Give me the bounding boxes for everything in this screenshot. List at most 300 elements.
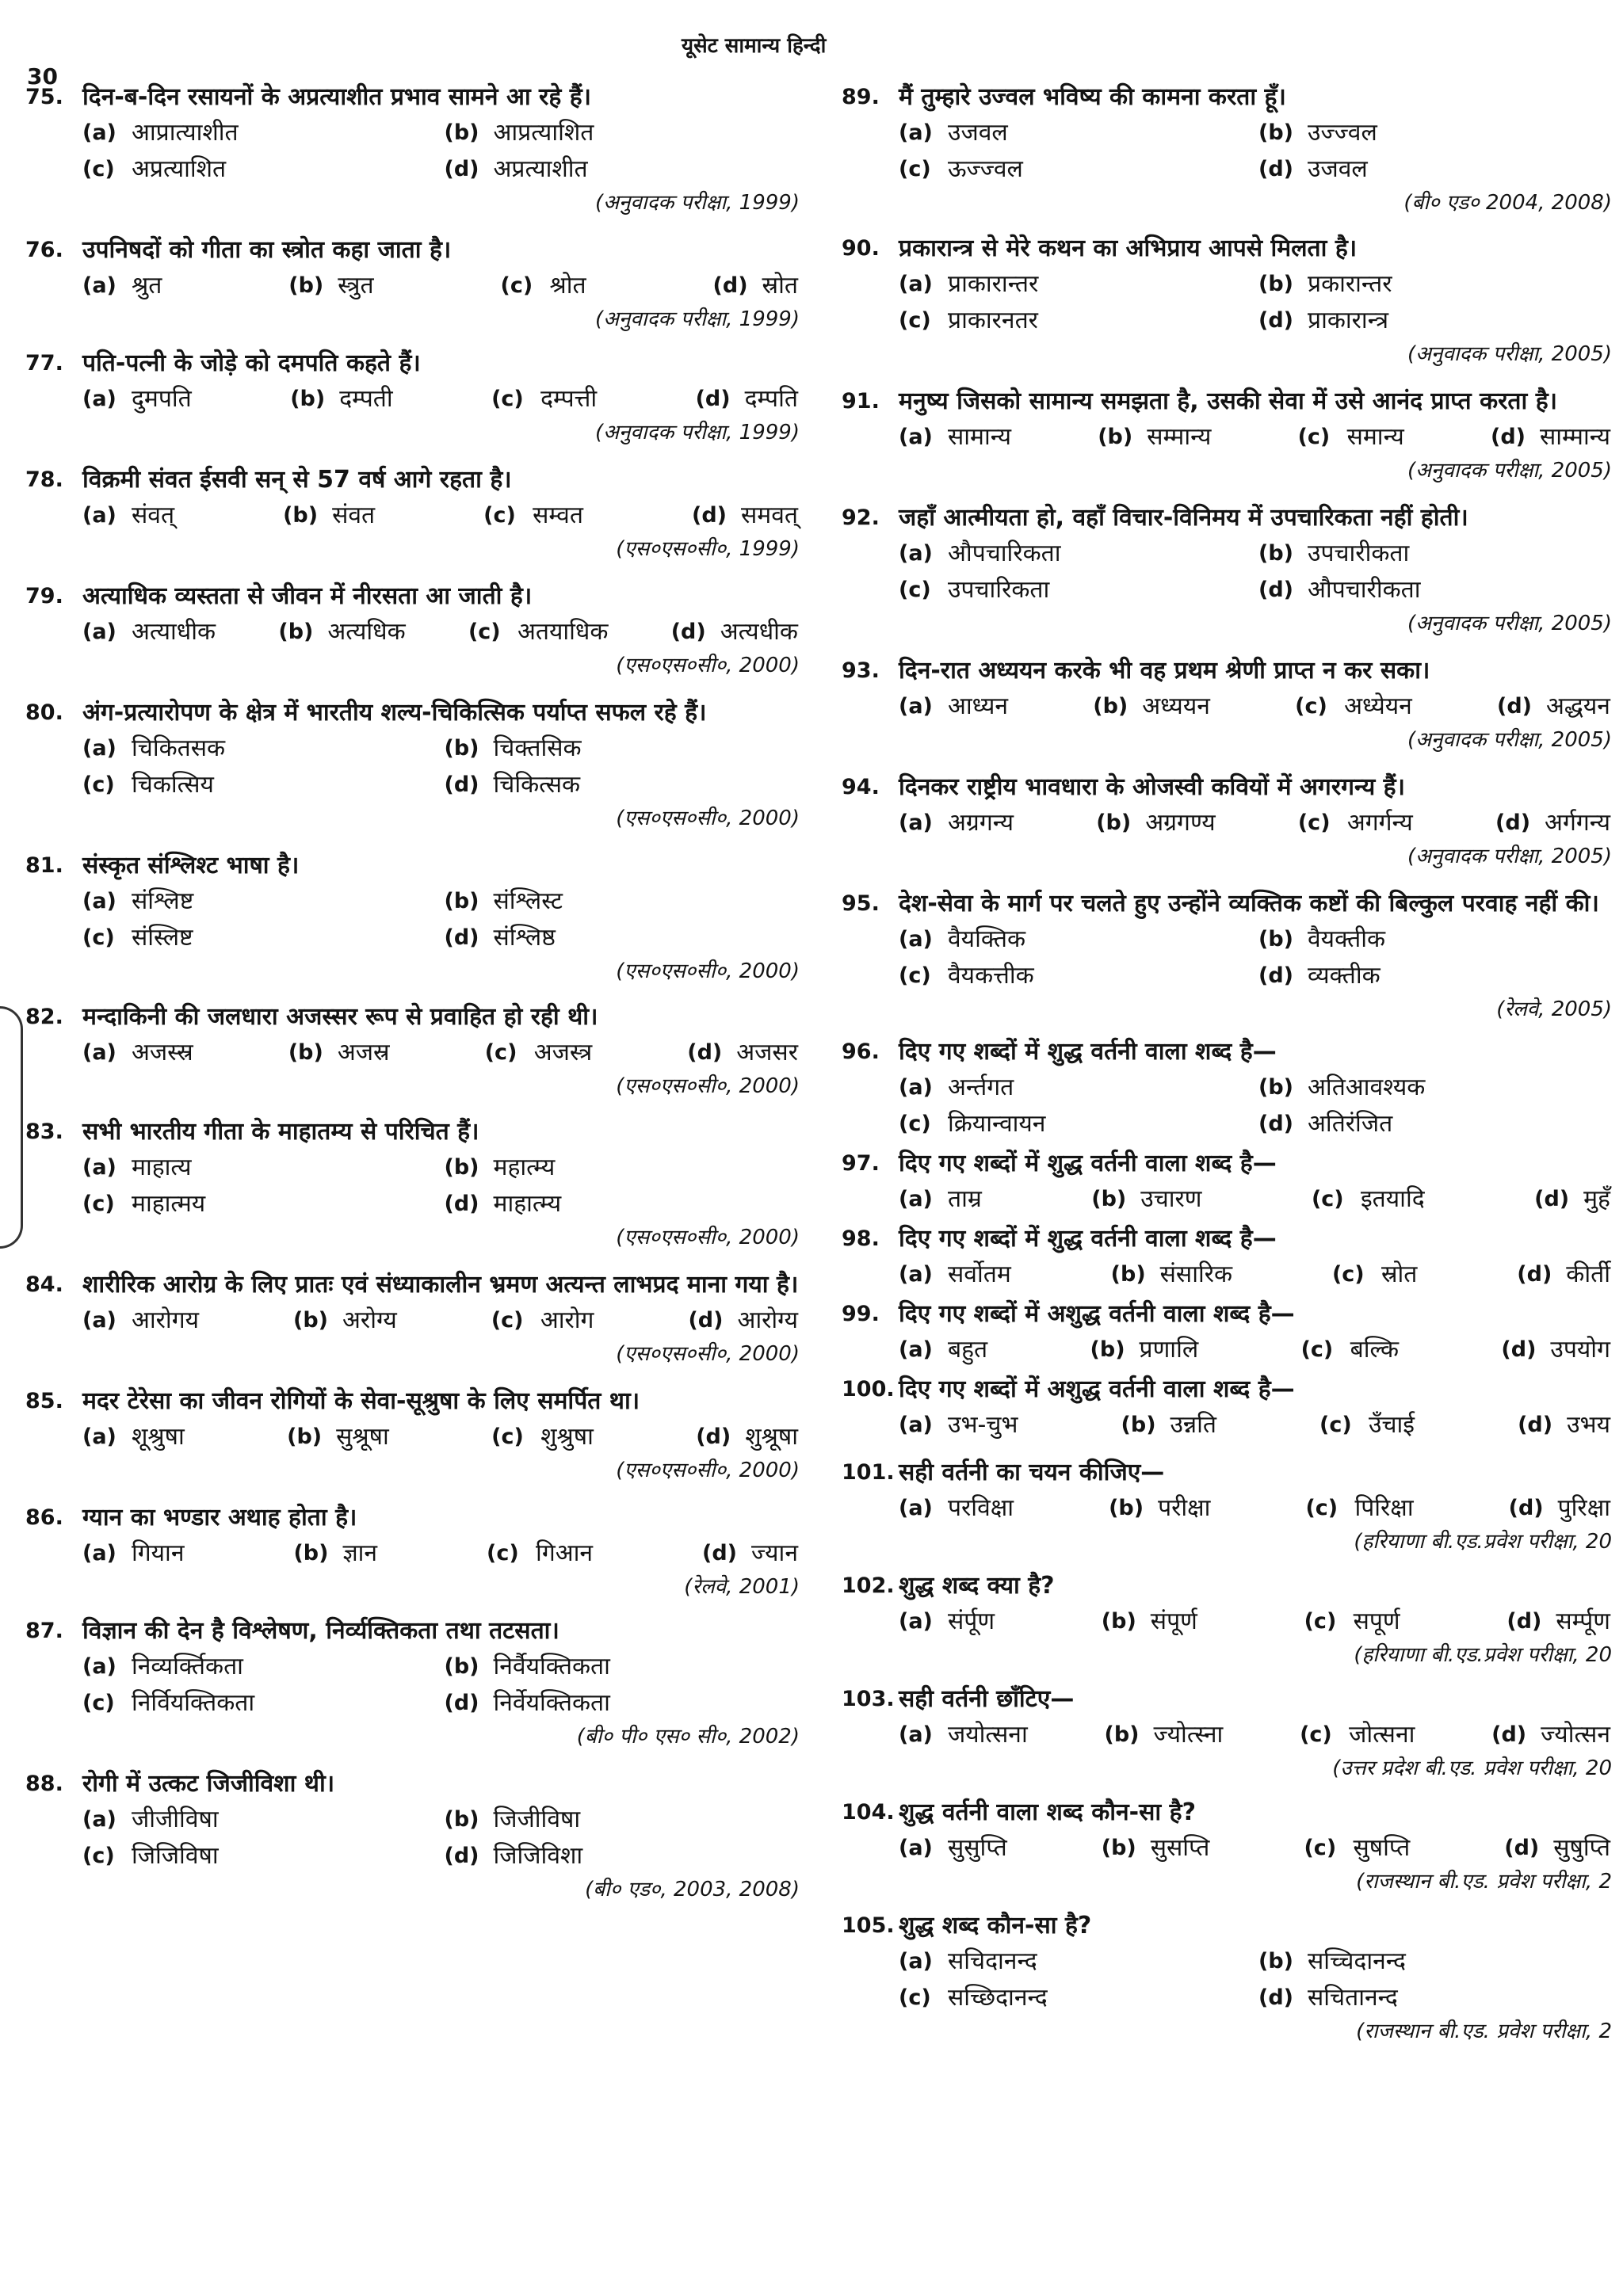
options-grid xyxy=(899,1717,1618,1753)
question-item xyxy=(842,1908,1618,2046)
options-grid xyxy=(82,1535,806,1572)
question-number: 82. xyxy=(25,1005,63,1029)
answer-option xyxy=(1258,1070,1618,1106)
option-text: औपचारीकता xyxy=(1308,576,1421,604)
options-grid xyxy=(82,498,806,534)
option-text: सम्वत xyxy=(533,502,583,529)
options-grid xyxy=(899,921,1618,994)
option-letter: (b) xyxy=(1258,927,1294,952)
option-letter: (c) xyxy=(483,503,516,528)
option-letter: (a) xyxy=(82,1155,116,1180)
question-item xyxy=(842,1794,1618,1897)
option-letter: (d) xyxy=(444,1192,479,1216)
option-text: सुषुप्ति xyxy=(1553,1834,1610,1862)
option-text: सचितानन्द xyxy=(1308,1984,1398,2012)
question-text: दिन-रात अध्ययन करके भी वह प्रथम श्रेणी प्राप्त न कर सका। xyxy=(899,657,1430,685)
option-text: प्रकारान्तर xyxy=(1308,270,1392,298)
option-letter: (a) xyxy=(899,1075,933,1100)
question-text: सही वर्तनी छाँटिए— xyxy=(899,1685,1075,1713)
answer-option xyxy=(1304,1604,1400,1640)
option-text: सुषप्ति xyxy=(1353,1834,1411,1862)
option-text: साम्मान्य xyxy=(1540,423,1610,451)
exam-source: (अनुवादक परीक्षा, 2005) xyxy=(1407,459,1612,482)
question-number: 98. xyxy=(842,1226,880,1251)
question-number: 88. xyxy=(25,1772,63,1796)
options-grid xyxy=(899,805,1618,841)
option-letter: (b) xyxy=(1093,694,1128,719)
answer-option xyxy=(899,1106,1258,1142)
option-letter: (d) xyxy=(712,273,748,298)
answer-option xyxy=(1258,921,1618,958)
option-letter: (b) xyxy=(1258,272,1294,296)
option-letter: (b) xyxy=(293,1541,329,1566)
option-letter: (c) xyxy=(1311,1187,1344,1211)
answer-option xyxy=(283,498,375,534)
option-text: वैयक्तीक xyxy=(1308,925,1386,953)
option-text: अरोग्य xyxy=(342,1306,397,1334)
question-line xyxy=(842,1146,1618,1181)
option-letter: (c) xyxy=(82,925,115,950)
question-item xyxy=(25,695,806,833)
option-text: औपचारिकता xyxy=(948,540,1061,567)
option-text: जोत्सना xyxy=(1349,1721,1415,1749)
question-line xyxy=(842,1568,1618,1604)
question-item xyxy=(842,383,1618,486)
option-text: उभय xyxy=(1567,1411,1610,1439)
option-letter: (a) xyxy=(82,273,116,298)
answer-option xyxy=(1258,536,1618,572)
answer-option xyxy=(713,268,798,304)
exam-source: (रेलवे, 2005) xyxy=(1496,997,1612,1021)
option-text: स्रोत xyxy=(762,272,798,299)
option-text: अजसर xyxy=(736,1039,798,1066)
question-number: 80. xyxy=(25,700,63,725)
answer-option xyxy=(1093,688,1210,725)
option-letter: (d) xyxy=(444,1844,479,1868)
option-letter: (a) xyxy=(899,1949,933,1974)
options-grid xyxy=(899,1407,1618,1444)
answer-option xyxy=(468,614,608,650)
option-text: सर्वोतम xyxy=(948,1261,1011,1288)
answer-option xyxy=(82,1802,445,1838)
option-text: अत्याधीक xyxy=(132,618,216,646)
option-text: अर्न्तगत xyxy=(948,1074,1014,1101)
option-text: सचिदानन्द xyxy=(948,1947,1037,1975)
exam-source: (अनुवादक परीक्षा, 2005) xyxy=(1407,728,1612,752)
answer-option xyxy=(1301,1332,1399,1368)
option-text: उजवल xyxy=(1308,155,1368,183)
page-number: 30 xyxy=(27,63,58,90)
question-text: दिनकर राष्ट्रीय भावधारा के ओजस्वी कवियों में अगरगन्य हैं। xyxy=(899,773,1405,801)
option-text: आरोगय xyxy=(132,1306,199,1334)
option-letter: (b) xyxy=(288,1040,323,1065)
option-letter: (c) xyxy=(1319,1413,1352,1437)
option-text: उन्नति xyxy=(1170,1411,1216,1439)
option-letter: (b) xyxy=(444,1807,479,1832)
answer-option xyxy=(899,151,1258,188)
option-letter: (c) xyxy=(491,1425,524,1449)
answer-option xyxy=(899,1181,982,1218)
option-letter: (b) xyxy=(287,1425,323,1449)
option-text: संश्लिस्ट xyxy=(493,887,563,915)
question-number: 91. xyxy=(842,389,880,414)
option-text: शुश्रूषा xyxy=(745,1423,798,1451)
option-letter: (c) xyxy=(899,1112,931,1136)
question-line xyxy=(842,79,1618,115)
option-text: उचारण xyxy=(1140,1185,1202,1213)
answer-option xyxy=(899,958,1258,994)
answer-option xyxy=(1258,1106,1618,1142)
answer-option xyxy=(1109,1490,1210,1527)
option-text: क्रियान्वायन xyxy=(948,1110,1046,1138)
option-text: सच्छिदानन्द xyxy=(948,1984,1048,2012)
options-grid xyxy=(82,268,806,304)
option-letter: (c) xyxy=(82,1691,115,1715)
option-text: संश्लिष्ट xyxy=(132,887,194,915)
question-line xyxy=(25,1114,806,1150)
question-line xyxy=(842,886,1618,921)
option-text: सुसुप्ति xyxy=(948,1834,1007,1862)
option-letter: (c) xyxy=(1304,1609,1337,1634)
option-text: आप्रत्याशित xyxy=(493,119,594,147)
exam-source: (एस०एस०सी०, 2000) xyxy=(616,1074,800,1098)
option-text: जिजिविशा xyxy=(493,1842,583,1870)
exam-source: (अनुवादक परीक्षा, 1999) xyxy=(594,191,800,215)
option-text: प्रणालि xyxy=(1139,1336,1199,1363)
option-text: शूश्रुषा xyxy=(132,1423,185,1451)
option-text: आरोग xyxy=(540,1306,594,1334)
question-item xyxy=(842,769,1618,871)
options-grid xyxy=(899,419,1618,456)
option-letter: (d) xyxy=(695,387,731,411)
option-letter: (b) xyxy=(1258,120,1294,145)
exam-source: (एस०एस०सी०, 2000) xyxy=(616,1459,800,1482)
answer-option xyxy=(696,1419,798,1455)
option-letter: (a) xyxy=(82,503,116,528)
question-number: 86. xyxy=(25,1505,63,1530)
option-text: माहात्य xyxy=(132,1154,192,1181)
options-grid xyxy=(899,115,1618,188)
option-letter: (c) xyxy=(1300,1337,1334,1362)
question-text: देश-सेवा के मार्ग पर चलते हुए उन्होंने व्यक्तिक कष्टों की बिल्कुल परवाह नहीं की। xyxy=(899,890,1599,917)
option-text: उपचारीकता xyxy=(1308,540,1410,567)
answer-option xyxy=(1258,1943,1618,1980)
answer-option xyxy=(899,419,1011,456)
options-grid xyxy=(899,1181,1618,1218)
question-item xyxy=(25,79,806,218)
answer-option xyxy=(1258,115,1618,151)
option-text: निर्वेयक्तिकता xyxy=(493,1689,610,1717)
answer-option xyxy=(445,920,807,956)
question-number: 105. xyxy=(842,1913,895,1938)
option-text: अगर्गन्य xyxy=(1346,809,1413,837)
option-text: श्रुत xyxy=(132,272,162,299)
option-text: निर्वैयक्तिकता xyxy=(493,1653,610,1680)
answer-option xyxy=(1102,1830,1210,1867)
question-line xyxy=(842,231,1618,266)
option-letter: (c) xyxy=(82,1192,115,1216)
option-letter: (c) xyxy=(899,963,931,988)
answer-option xyxy=(899,1717,1028,1753)
question-item xyxy=(842,500,1618,639)
question-text: विज्ञान की देन है विश्लेषण, निर्व्यक्तिकता तथा तटसता। xyxy=(82,1617,559,1645)
option-text: प्राकारान्त्र xyxy=(1308,307,1388,334)
option-letter: (b) xyxy=(1258,541,1294,566)
option-text: आध्यन xyxy=(948,692,1008,720)
answer-option xyxy=(445,883,807,920)
option-letter: (d) xyxy=(701,1541,737,1566)
answer-option xyxy=(899,536,1258,572)
exam-source: (अनुवादक परीक्षा, 1999) xyxy=(594,421,800,444)
exam-source: (एस०एस०सी०, 2000) xyxy=(616,959,800,983)
answer-option xyxy=(1102,1604,1197,1640)
exam-source: (अनुवादक परीक्षा, 2005) xyxy=(1407,612,1612,635)
option-letter: (b) xyxy=(278,620,314,644)
option-letter: (a) xyxy=(82,1040,116,1065)
option-text: गियान xyxy=(132,1539,185,1567)
exam-source: (बी० एड० 2004, 2008) xyxy=(1403,191,1612,215)
option-letter: (d) xyxy=(688,1308,724,1333)
option-letter: (b) xyxy=(444,1155,479,1180)
question-text: शुद्ध शब्द कौन-सा है? xyxy=(899,1912,1092,1939)
option-text: पुरिक्षा xyxy=(1557,1494,1610,1522)
option-letter: (d) xyxy=(1258,1985,1294,2010)
answer-option xyxy=(288,268,373,304)
option-text: अद्धयन xyxy=(1546,692,1610,720)
question-line xyxy=(842,1455,1618,1490)
option-text: संर्पूण xyxy=(948,1608,995,1635)
option-text: प्राकारान्तर xyxy=(948,270,1039,298)
option-text: माहात्मय xyxy=(132,1190,206,1218)
option-text: उँचाई xyxy=(1369,1411,1415,1439)
answer-option xyxy=(899,1490,1014,1527)
question-text: शारीरिक आरोग्र के लिए प्रातः एवं संध्याकालीन भ्रमण अत्यन्त लाभप्रद माना गया है। xyxy=(82,1271,799,1299)
answer-option xyxy=(82,115,445,151)
question-line xyxy=(842,1034,1618,1070)
question-line xyxy=(842,653,1618,688)
answer-option xyxy=(483,498,583,534)
question-text: जहाँ आत्मीयता हो, वहाँ विचार-विनिमय में उपचारिकता नहीं होती। xyxy=(899,504,1468,532)
option-letter: (a) xyxy=(899,927,933,952)
question-item xyxy=(25,1114,806,1253)
option-letter: (c) xyxy=(899,1985,931,2010)
answer-option xyxy=(82,1186,445,1222)
question-number: 94. xyxy=(842,775,880,799)
option-letter: (b) xyxy=(1101,1836,1136,1860)
question-item xyxy=(25,1766,806,1905)
option-text: श्रोत xyxy=(549,272,586,299)
answer-option xyxy=(445,767,807,803)
option-text: अत्यधीक xyxy=(720,618,798,646)
question-text: दिए गए शब्दों में शुद्ध वर्तनी वाला शब्द है— xyxy=(899,1225,1277,1253)
question-text: अत्याधिक व्यस्तता से जीवन में नीरसता आ जाती है। xyxy=(82,582,533,610)
option-letter: (d) xyxy=(1497,694,1533,719)
answer-option xyxy=(1534,1181,1610,1218)
options-grid xyxy=(82,381,806,418)
option-letter: (b) xyxy=(288,273,324,298)
option-letter: (b) xyxy=(283,503,319,528)
exam-source: (बी० एड०, 2003, 2008) xyxy=(585,1878,800,1901)
question-line xyxy=(25,1383,806,1419)
option-letter: (a) xyxy=(899,541,933,566)
option-text: प्राकारनतर xyxy=(948,307,1038,334)
option-letter: (a) xyxy=(82,120,116,145)
question-item xyxy=(842,1146,1618,1218)
options-grid xyxy=(82,730,806,803)
question-text: मदर टेरेसा का जीवन रोगियों के सेवा-सूश्रुषा के लिए समर्पित था। xyxy=(82,1387,640,1415)
answer-option xyxy=(899,572,1258,608)
question-item xyxy=(842,231,1618,369)
option-letter: (c) xyxy=(82,1844,115,1868)
option-letter: (d) xyxy=(1534,1187,1570,1211)
answer-option xyxy=(288,1035,390,1071)
option-letter: (a) xyxy=(82,1541,116,1566)
option-text: सम्मान्य xyxy=(1147,423,1212,451)
answer-option xyxy=(1495,805,1610,841)
option-text: संवत xyxy=(332,502,376,529)
answer-option xyxy=(1111,1257,1232,1293)
option-text: शुश्रुषा xyxy=(540,1423,594,1451)
answer-option xyxy=(899,688,1008,725)
answer-option xyxy=(1096,805,1215,841)
question-number: 104. xyxy=(842,1800,895,1825)
option-text: गिआन xyxy=(536,1539,594,1567)
option-letter: (d) xyxy=(1501,1337,1537,1362)
option-text: अजस्त्र xyxy=(533,1039,593,1066)
options-grid xyxy=(899,1604,1618,1640)
answer-option xyxy=(491,1419,594,1455)
option-text: अध्ययन xyxy=(1142,692,1210,720)
option-letter: (d) xyxy=(1258,578,1294,602)
option-text: ज्योत्स्ना xyxy=(1153,1721,1224,1749)
option-letter: (a) xyxy=(899,1496,933,1520)
option-letter: (d) xyxy=(1491,1722,1527,1747)
option-letter: (c) xyxy=(484,1040,517,1065)
option-text: आरोग्य xyxy=(737,1306,798,1334)
question-text: शुद्ध वर्तनी वाला शब्द कौन-सा है? xyxy=(899,1798,1196,1826)
answer-option xyxy=(1504,1830,1610,1867)
option-text: उपयोग xyxy=(1550,1336,1610,1363)
option-text: दम्पती xyxy=(339,385,393,413)
answer-option xyxy=(278,614,405,650)
option-letter: (b) xyxy=(444,736,479,761)
exam-source: (अनुवादक परीक्षा, 2005) xyxy=(1407,845,1612,868)
option-text: सामान्य xyxy=(948,423,1012,451)
answer-option xyxy=(445,151,807,188)
answer-option xyxy=(82,268,162,304)
option-letter: (d) xyxy=(444,925,479,950)
option-text: स्त्रुत xyxy=(338,272,374,299)
option-letter: (d) xyxy=(1504,1836,1540,1860)
option-letter: (d) xyxy=(1518,1413,1553,1437)
answer-option xyxy=(491,1302,594,1339)
answer-option xyxy=(1517,1257,1610,1293)
option-letter: (a) xyxy=(82,1654,116,1679)
answer-option xyxy=(293,1535,377,1572)
answer-option xyxy=(82,1838,445,1875)
answer-option xyxy=(1319,1407,1415,1444)
option-letter: (d) xyxy=(691,503,727,528)
option-text: जिजिविषा xyxy=(132,1842,219,1870)
option-letter: (a) xyxy=(899,1337,933,1362)
question-line xyxy=(842,500,1618,536)
question-number: 85. xyxy=(25,1389,63,1413)
option-text: निर्वियक्तिकता xyxy=(132,1689,255,1717)
option-letter: (d) xyxy=(444,1691,479,1715)
answer-option xyxy=(445,1150,807,1186)
question-line xyxy=(25,462,806,498)
answer-option xyxy=(82,1685,445,1722)
option-letter: (c) xyxy=(491,387,524,411)
option-letter: (b) xyxy=(293,1308,329,1333)
answer-option xyxy=(1295,688,1412,725)
option-letter: (d) xyxy=(1495,810,1531,835)
option-text: व्यक्तीक xyxy=(1308,962,1381,990)
answer-option xyxy=(899,1070,1258,1106)
answer-option xyxy=(82,614,216,650)
question-item xyxy=(842,886,1618,1024)
answer-option xyxy=(445,1838,807,1875)
option-text: समान्य xyxy=(1346,423,1404,451)
question-number: 102. xyxy=(842,1573,895,1598)
answer-option xyxy=(702,1535,798,1572)
option-text: वैयकत्तीक xyxy=(948,962,1034,990)
options-grid xyxy=(899,536,1618,608)
question-text: पति-पत्नी के जोड़े को दमपति कहते हैं। xyxy=(82,349,421,377)
question-text: दिए गए शब्दों में अशुद्ध वर्तनी वाला शब्द है— xyxy=(899,1300,1295,1328)
option-text: बल्कि xyxy=(1350,1336,1400,1363)
answer-option xyxy=(696,381,798,418)
option-letter: (b) xyxy=(1258,1949,1294,1974)
option-letter: (c) xyxy=(899,308,931,333)
exam-source: (बी० पी० एस० सी०, 2002) xyxy=(576,1725,800,1749)
option-letter: (d) xyxy=(444,772,479,797)
question-text: दिन-ब-दिन रसायनों के अप्रत्याशीत प्रभाव सामने आ रहे हैं। xyxy=(82,83,592,111)
options-grid xyxy=(82,1419,806,1455)
option-text: अर्गगन्य xyxy=(1545,809,1610,837)
option-text: अध्येयन xyxy=(1344,692,1412,720)
question-line xyxy=(25,1267,806,1302)
option-letter: (b) xyxy=(1098,425,1133,449)
exam-source: (एस०एस०सी०, 1999) xyxy=(616,537,800,561)
option-text: चिकितसक xyxy=(132,734,226,762)
question-number: 99. xyxy=(842,1302,880,1326)
question-line xyxy=(842,383,1618,419)
question-text: सही वर्तनी का चयन कीजिए— xyxy=(899,1459,1165,1486)
answer-option xyxy=(899,266,1258,303)
question-line xyxy=(25,999,806,1035)
option-letter: (a) xyxy=(899,810,933,835)
answer-option xyxy=(1300,1717,1415,1753)
answer-option xyxy=(899,1943,1258,1980)
answer-option xyxy=(1258,303,1618,339)
options-grid xyxy=(82,883,806,956)
answer-option xyxy=(1501,1332,1610,1368)
question-number: 97. xyxy=(842,1151,880,1176)
answer-option xyxy=(1121,1407,1216,1444)
answer-option xyxy=(290,381,392,418)
answer-option xyxy=(293,1302,397,1339)
question-item xyxy=(842,1296,1618,1368)
question-text: सभी भारतीय गीता के माहातम्य से परिचित हैं। xyxy=(82,1118,479,1146)
option-text: परविक्षा xyxy=(948,1494,1014,1522)
option-text: अजस्र xyxy=(337,1039,390,1066)
option-text: दुमपति xyxy=(132,385,192,413)
answer-option xyxy=(445,1802,807,1838)
option-text: सुश्रूषा xyxy=(336,1423,389,1451)
question-line xyxy=(25,578,806,614)
option-letter: (c) xyxy=(899,157,931,181)
